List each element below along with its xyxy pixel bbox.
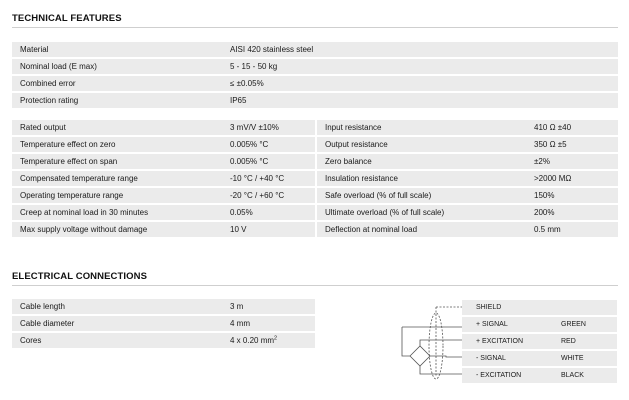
spec-value: ≤ ±0.05% xyxy=(230,79,264,88)
table-row xyxy=(12,333,315,348)
spec-label: Temperature effect on zero xyxy=(20,140,116,149)
table-row xyxy=(12,171,315,186)
spec-value: AISI 420 stainless steel xyxy=(230,45,314,54)
spec-label: Max supply voltage without damage xyxy=(20,225,148,234)
bridge-diamond xyxy=(410,346,430,366)
spec-label: Protection rating xyxy=(20,96,79,105)
spec-value: 0.5 mm xyxy=(534,225,561,234)
table-row xyxy=(12,205,315,220)
cable-label: Cable diameter xyxy=(20,319,75,328)
cable-value: 4 mm xyxy=(230,319,250,328)
table-row xyxy=(12,222,315,237)
wiring-row xyxy=(462,300,617,315)
spec-label: Zero balance xyxy=(325,157,372,166)
spec-value: 0.05% xyxy=(230,208,253,217)
section-divider xyxy=(12,27,618,28)
wire-signal: - SIGNAL xyxy=(476,355,506,362)
cable-value xyxy=(230,333,277,348)
spec-label: Ultimate overload (% of full scale) xyxy=(325,208,445,217)
wire-color: WHITE xyxy=(561,355,584,362)
wire-signal: + SIGNAL xyxy=(476,321,508,328)
cable-label: Cores xyxy=(20,336,42,345)
cable-value: 3 m xyxy=(230,302,244,311)
wire-color: GREEN xyxy=(561,321,586,328)
table-row xyxy=(12,299,315,314)
spec-label: Combined error xyxy=(20,79,76,88)
wiring-row xyxy=(462,317,617,332)
wheatstone-bridge-diagram xyxy=(398,297,464,385)
table-row xyxy=(12,93,618,108)
cable-label: Cable length xyxy=(20,302,65,311)
spec-value: ±2% xyxy=(534,157,550,166)
table-row xyxy=(12,59,618,74)
table-row xyxy=(317,188,618,203)
spec-value: 200% xyxy=(534,208,555,217)
wire-signal: SHIELD xyxy=(476,304,502,311)
spec-value: 10 V xyxy=(230,225,247,234)
table-row xyxy=(317,205,618,220)
spec-label: Compensated temperature range xyxy=(20,174,138,183)
technical-features-title: TECHNICAL FEATURES xyxy=(12,13,122,24)
spec-label: Insulation resistance xyxy=(325,174,398,183)
spec-value: -10 °C / +40 °C xyxy=(230,174,285,183)
spec-label: Output resistance xyxy=(325,140,388,149)
spec-label: Deflection at nominal load xyxy=(325,225,418,234)
spec-label: Material xyxy=(20,45,49,54)
table-row xyxy=(12,76,618,91)
wire-color: BLACK xyxy=(561,372,584,379)
spec-label: Temperature effect on span xyxy=(20,157,118,166)
spec-value: 350 Ω ±5 xyxy=(534,140,567,149)
section-divider xyxy=(12,285,618,286)
wire-color: RED xyxy=(561,338,576,345)
table-row xyxy=(317,154,618,169)
spec-value: 410 Ω ±40 xyxy=(534,123,572,132)
spec-value: 5 - 15 - 50 kg xyxy=(230,62,278,71)
spec-label: Nominal load (E max) xyxy=(20,62,97,71)
table-row xyxy=(12,42,618,57)
unit-superscript: 2 xyxy=(274,335,278,342)
table-row xyxy=(12,137,315,152)
electrical-connections-title: ELECTRICAL CONNECTIONS xyxy=(12,271,148,282)
cores-value-text: 4 x 0.20 mm xyxy=(230,336,275,345)
wire xyxy=(402,327,410,356)
spec-label: Operating temperature range xyxy=(20,191,124,200)
spec-value: 3 mV/V ±10% xyxy=(230,123,279,132)
wiring-row xyxy=(462,368,617,383)
table-row xyxy=(317,120,618,135)
spec-value: -20 °C / +60 °C xyxy=(230,191,285,200)
table-row xyxy=(12,188,315,203)
spec-label: Creep at nominal load in 30 minutes xyxy=(20,208,149,217)
spec-value: 0.005% °C xyxy=(230,157,269,166)
spec-label: Rated output xyxy=(20,123,66,132)
table-row xyxy=(317,171,618,186)
wiring-row xyxy=(462,351,617,366)
table-row xyxy=(12,120,315,135)
spec-value: >2000 MΩ xyxy=(534,174,572,183)
spec-label: Safe overload (% of full scale) xyxy=(325,191,432,200)
table-row xyxy=(12,316,315,331)
spec-label: Input resistance xyxy=(325,123,382,132)
wire-signal: - EXCITATION xyxy=(476,372,522,379)
wire-signal: + EXCITATION xyxy=(476,338,523,345)
table-row xyxy=(317,137,618,152)
wiring-row xyxy=(462,334,617,349)
table-row xyxy=(317,222,618,237)
spec-value: 0.005% °C xyxy=(230,140,269,149)
spec-value: IP65 xyxy=(230,96,247,105)
spec-value: 150% xyxy=(534,191,555,200)
table-row xyxy=(12,154,315,169)
wire-minus-signal xyxy=(430,356,462,357)
wire-plus-excitation xyxy=(420,340,462,346)
